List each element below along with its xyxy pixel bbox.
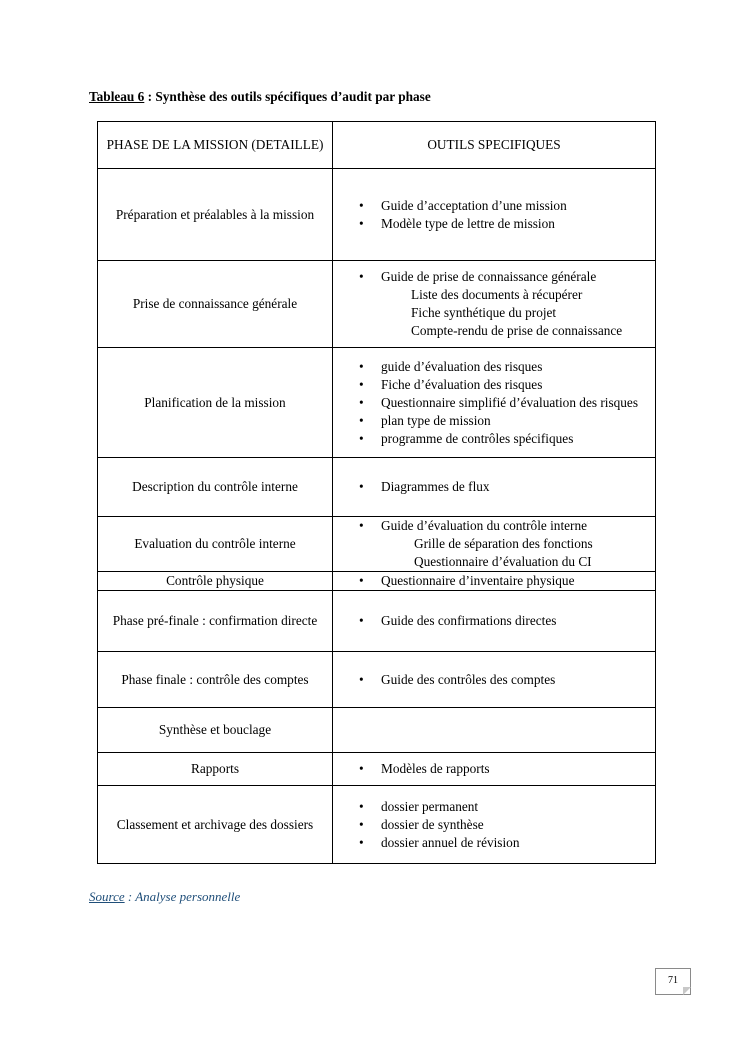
tools-list	[381, 517, 651, 571]
tools-cell	[333, 348, 656, 458]
tools-list	[381, 268, 651, 340]
tools-cell	[333, 261, 656, 348]
header-tools: OUTILS SPECIFIQUES	[333, 122, 656, 169]
phase-cell: Phase finale : contrôle des comptes	[98, 652, 333, 708]
list-item: • Guide des confirmations directes	[381, 612, 651, 630]
tools-list	[381, 197, 651, 233]
table-row	[98, 517, 656, 572]
source-text: : Analyse personnelle	[124, 889, 241, 904]
list-item: • dossier annuel de révision	[381, 834, 651, 852]
tools-cell	[333, 753, 656, 786]
page-number	[655, 968, 691, 995]
list-item: • Fiche d’évaluation des risques	[381, 376, 651, 394]
caption-label: Tableau 6	[89, 89, 145, 104]
list-item: • dossier de synthèse	[381, 816, 651, 834]
phase-cell: Synthèse et bouclage	[98, 708, 333, 753]
sub-list-item: Questionnaire d’évaluation du CI	[414, 554, 592, 569]
list-item: • guide d’évaluation des risques	[381, 358, 651, 376]
phase-cell: Description du contrôle interne	[98, 458, 333, 517]
table-header-row	[98, 122, 656, 169]
table-row	[98, 261, 656, 348]
tools-cell	[333, 786, 656, 864]
tools-list	[381, 760, 651, 778]
sub-list-item: Liste des documents à récupérer	[411, 287, 583, 302]
list-item: • Modèle type de lettre de mission	[381, 215, 651, 233]
phase-cell: Rapports	[98, 753, 333, 786]
table-caption	[89, 89, 431, 105]
table-row	[98, 591, 656, 652]
tools-cell	[333, 458, 656, 517]
header-phase: PHASE DE LA MISSION (DETAILLE)	[98, 122, 333, 169]
tools-list	[381, 612, 651, 630]
caption-text: : Synthèse des outils spécifiques d’audit par phase	[144, 89, 431, 104]
table-row	[98, 753, 656, 786]
tools-list	[381, 478, 651, 496]
sub-list-item: Fiche synthétique du projet	[411, 305, 557, 320]
phase-cell: Evaluation du contrôle interne	[98, 517, 333, 572]
phase-cell: Contrôle physique	[98, 572, 333, 591]
list-item: • dossier permanent	[381, 798, 651, 816]
tools-cell-empty	[333, 708, 656, 753]
list-item: • Diagrammes de flux	[381, 478, 651, 496]
tools-list	[381, 798, 651, 852]
phase-cell: Planification de la mission	[98, 348, 333, 458]
tools-list	[381, 671, 651, 689]
list-item: • Guide de prise de connaissance générale	[381, 268, 651, 286]
synthesis-table	[97, 121, 656, 864]
list-item: • Questionnaire simplifié d’évaluation des risques	[381, 394, 651, 412]
page-fold-icon	[683, 987, 691, 995]
source-note	[89, 889, 240, 905]
list-item: • Modèles de rapports	[381, 760, 651, 778]
table-row	[98, 708, 656, 753]
page-number-text: 71	[668, 975, 678, 986]
tools-cell	[333, 652, 656, 708]
tools-cell	[333, 517, 656, 572]
tools-cell	[333, 572, 656, 591]
list-item: • programme de contrôles spécifiques	[381, 430, 651, 448]
table-row	[98, 652, 656, 708]
list-item: • plan type de mission	[381, 412, 651, 430]
table-row	[98, 786, 656, 864]
list-item: • Guide des contrôles des comptes	[381, 671, 651, 689]
phase-cell: Prise de connaissance générale	[98, 261, 333, 348]
tools-cell	[333, 591, 656, 652]
list-item: • Guide d’évaluation du contrôle interne	[381, 517, 651, 535]
tools-list	[381, 572, 651, 590]
table-row	[98, 348, 656, 458]
source-label: Source	[89, 889, 125, 904]
list-item: • Guide d’acceptation d’une mission	[381, 197, 651, 215]
phase-cell: Préparation et préalables à la mission	[98, 169, 333, 261]
table-row	[98, 169, 656, 261]
table-row	[98, 458, 656, 517]
table-row	[98, 572, 656, 591]
phase-cell: Phase pré-finale : confirmation directe	[98, 591, 333, 652]
tools-cell	[333, 169, 656, 261]
list-item: • Questionnaire d’inventaire physique	[381, 572, 651, 590]
sub-list-item: Grille de séparation des fonctions	[414, 536, 593, 551]
phase-cell: Classement et archivage des dossiers	[98, 786, 333, 864]
tools-list	[381, 358, 651, 448]
sub-list-item: Compte-rendu de prise de connaissance	[411, 323, 623, 338]
